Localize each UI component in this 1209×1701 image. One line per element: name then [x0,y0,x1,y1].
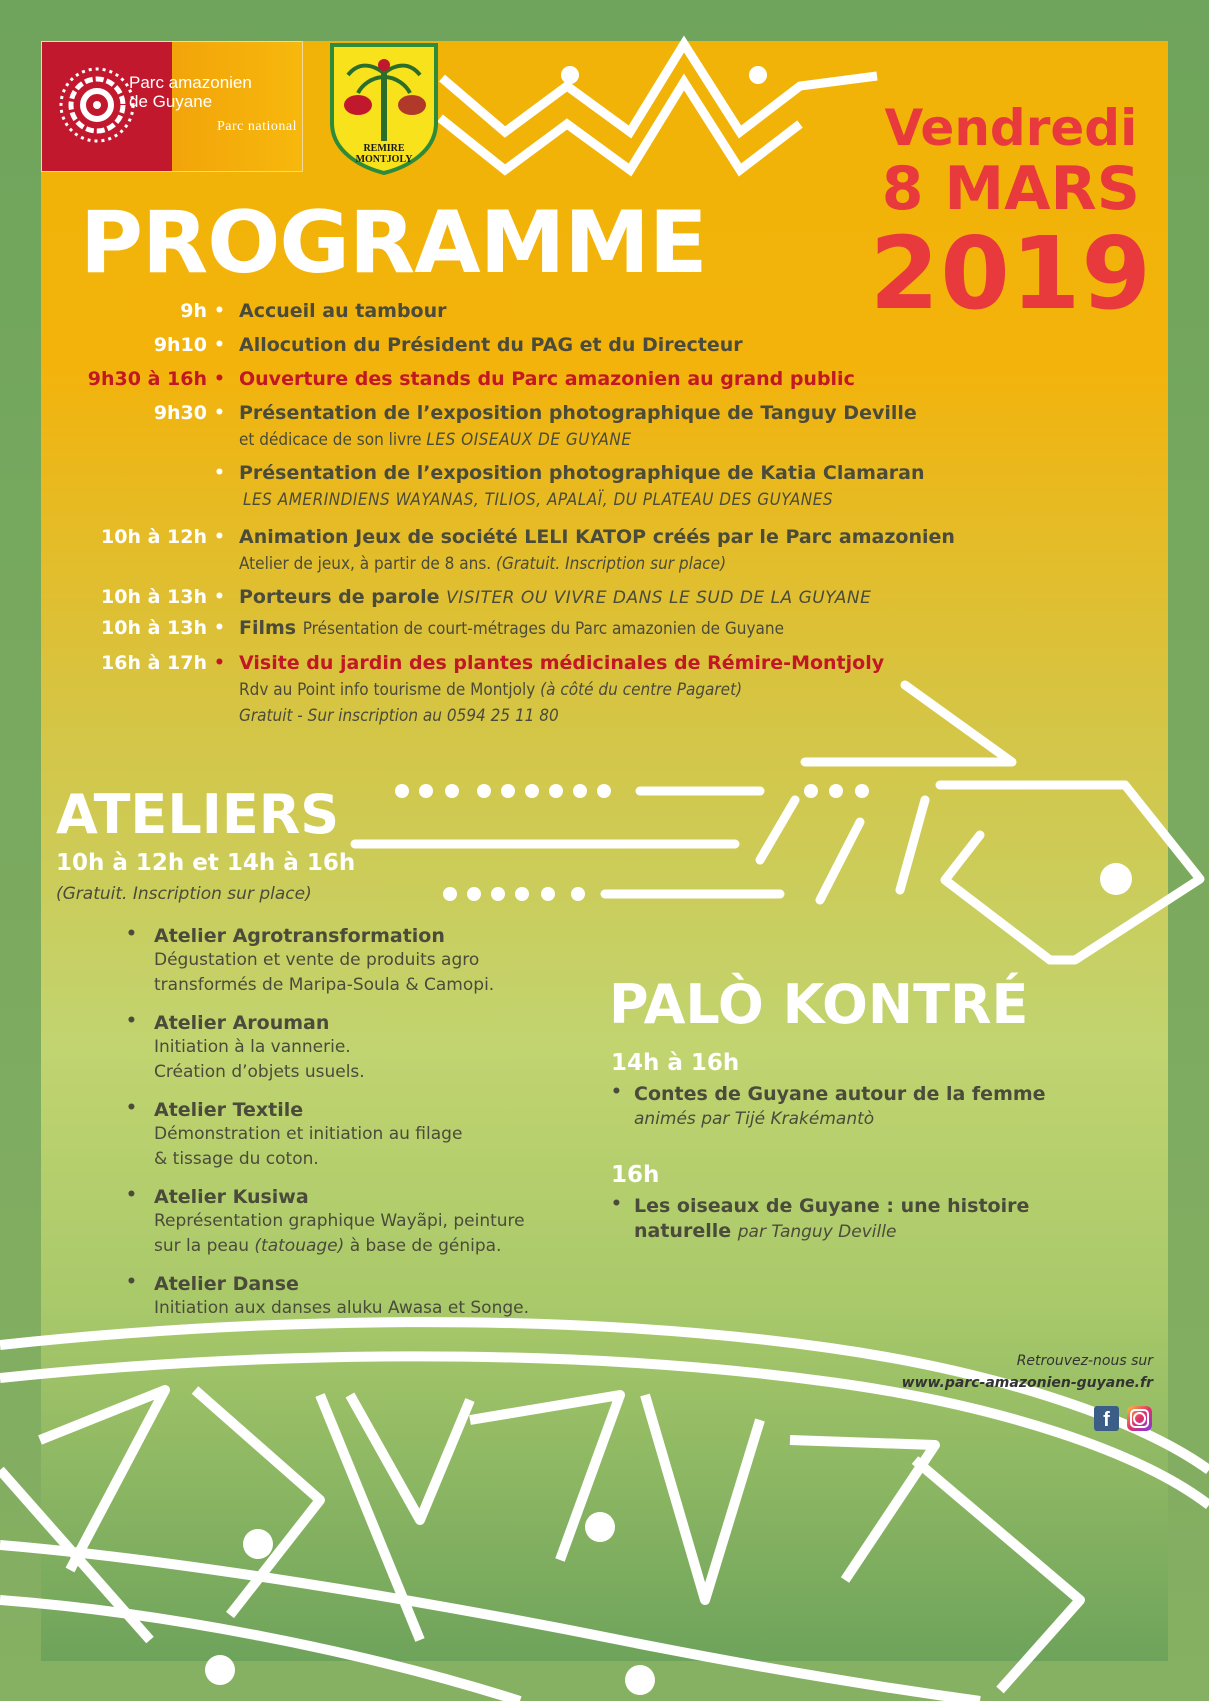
bullet-icon: • [214,369,225,389]
atelier-desc: Initiation à la vannerie. [154,1037,351,1057]
bullet-icon: • [126,1011,137,1031]
facebook-icon[interactable]: f [1094,1406,1119,1431]
palo-time: 14h à 16h [611,1050,740,1076]
ateliers-hours: 10h à 12h et 14h à 16h [56,850,356,876]
footer-caption: Retrouvez-nous sur [1016,1353,1153,1369]
atelier-desc: & tissage du coton. [154,1149,319,1169]
row-time: 9h30 à 16h [87,368,207,390]
footer [902,1353,1153,1391]
programme-title: PROGRAMME [80,193,707,293]
bullet-icon: • [214,587,225,607]
row-time: 10h à 13h [101,617,207,639]
row-title: Présentation de l’exposition photographique de Tanguy Deville [239,402,917,424]
row-title: Présentation de l’exposition photographique de Katia Clamaran [239,462,925,484]
row-title: Porteurs de parole VISITER OU VIVRE DANS LE SUD DE LA GUYANE [239,586,872,608]
atelier-item [126,1011,596,1085]
row-time: 10h à 12h [101,526,207,548]
atelier-desc: sur la peau (tatouage) à base de génipa. [154,1236,502,1256]
row-subtitle: LES AMERINDIENS WAYANAS, TILIOS, APALAÏ, DU PLATEAU DES GUYANES [243,490,834,510]
palo-item-title: Les oiseaux de Guyane : une histoire [634,1195,1030,1217]
row-subtitle: Rdv au Point info tourisme de Montjoly (à côté du centre Pagaret) [239,680,743,700]
row-time: 10h à 13h [101,586,207,608]
row-time: 9h30 [153,402,207,424]
atelier-title: Atelier Agrotransformation [154,925,445,947]
bullet-icon: • [214,335,225,355]
row-title: Allocution du Président du PAG et du Directeur [239,334,743,356]
spiral-logo-icon [56,64,138,146]
palo-item [611,1082,1046,1131]
social-icons [1094,1406,1152,1431]
logo-text: Parc amazonien de Guyane [129,73,252,111]
bullet-icon: • [214,653,225,673]
row-subtitle: et dédicace de son livre LES OISEAUX DE GUYANE [239,430,632,450]
event-date [869,99,1152,332]
palo-item [611,1194,1029,1245]
bullet-icon: • [214,403,225,423]
atelier-desc: transformés de Maripa-Soula & Camopi. [154,975,495,995]
atelier-desc: Création d’objets usuels. [154,1062,365,1082]
bullet-icon: • [214,527,225,547]
palo-slot [611,1050,1046,1131]
date-day-month: 8 MARS [881,154,1140,224]
instagram-icon[interactable] [1127,1406,1152,1431]
row-time: 9h10 [153,334,207,356]
logo-subtitle: Parc national [217,119,297,134]
bullet-icon: • [126,1272,137,1292]
crest-line2: MONTJOLY [355,154,413,165]
palo-item-title: Contes de Guyane autour de la femme [634,1083,1046,1105]
atelier-desc: Démonstration et initiation au filage [154,1124,463,1144]
bullet-icon: • [214,463,225,483]
remire-montjoly-crest-icon [328,41,440,175]
row-title: Accueil au tambour [239,300,447,322]
crest-line1: REMIRE [363,143,405,154]
palo-item-title-2: naturelle par Tanguy Deville [634,1220,897,1242]
atelier-desc: Représentation graphique Wayãpi, peinture [154,1211,525,1231]
atelier-desc: Initiation aux danses aluku Awasa et Songe. [154,1298,530,1318]
atelier-title: Atelier Textile [154,1099,304,1121]
bullet-icon: • [611,1194,622,1214]
palo-time: 16h [611,1162,660,1188]
atelier-title: Atelier Kusiwa [154,1186,309,1208]
ateliers-list [126,924,596,1334]
row-title: Films Présentation de court-métrages du Parc amazonien de Guyane [239,617,784,639]
atelier-item [126,924,596,998]
bullet-icon: • [214,301,225,321]
atelier-title: Atelier Danse [154,1273,299,1295]
date-day: Vendredi [884,99,1138,157]
bullet-icon: • [611,1082,622,1102]
ateliers-title: ATELIERS [56,783,340,846]
bullet-icon: • [126,1098,137,1118]
row-time: 16h à 17h [101,652,207,674]
atelier-item [126,1185,596,1259]
row-time: 9h [180,300,207,322]
bullet-icon: • [126,924,137,944]
bullet-icon: • [126,1185,137,1205]
palo-item-by: animés par Tijé Krakémantò [634,1109,875,1129]
ateliers-note: (Gratuit. Inscription sur place) [56,884,312,904]
atelier-title: Atelier Arouman [154,1012,330,1034]
date-year: 2019 [869,215,1152,332]
atelier-item [126,1272,596,1321]
palo-slot [611,1162,1029,1245]
row-title: Visite du jardin des plantes médicinales de Rémire-Montjoly [239,652,885,674]
parc-amazonien-logo [41,41,303,172]
row-subtitle-2: Gratuit - Sur inscription au 0594 25 11 80 [239,706,559,726]
atelier-item [126,1098,596,1172]
palo-kontre-title: PALÒ KONTRÉ [609,973,1029,1036]
row-title: Ouverture des stands du Parc amazonien au grand public [239,368,855,390]
row-subtitle: Atelier de jeux, à partir de 8 ans. (Gratuit. Inscription sur place) [239,554,727,574]
atelier-desc: Dégustation et vente de produits agro [154,950,480,970]
website-link[interactable]: www.parc-amazonien-guyane.fr [901,1375,1153,1391]
row-title: Animation Jeux de société LELI KATOP créés par le Parc amazonien [239,526,955,548]
bullet-icon: • [214,618,225,638]
